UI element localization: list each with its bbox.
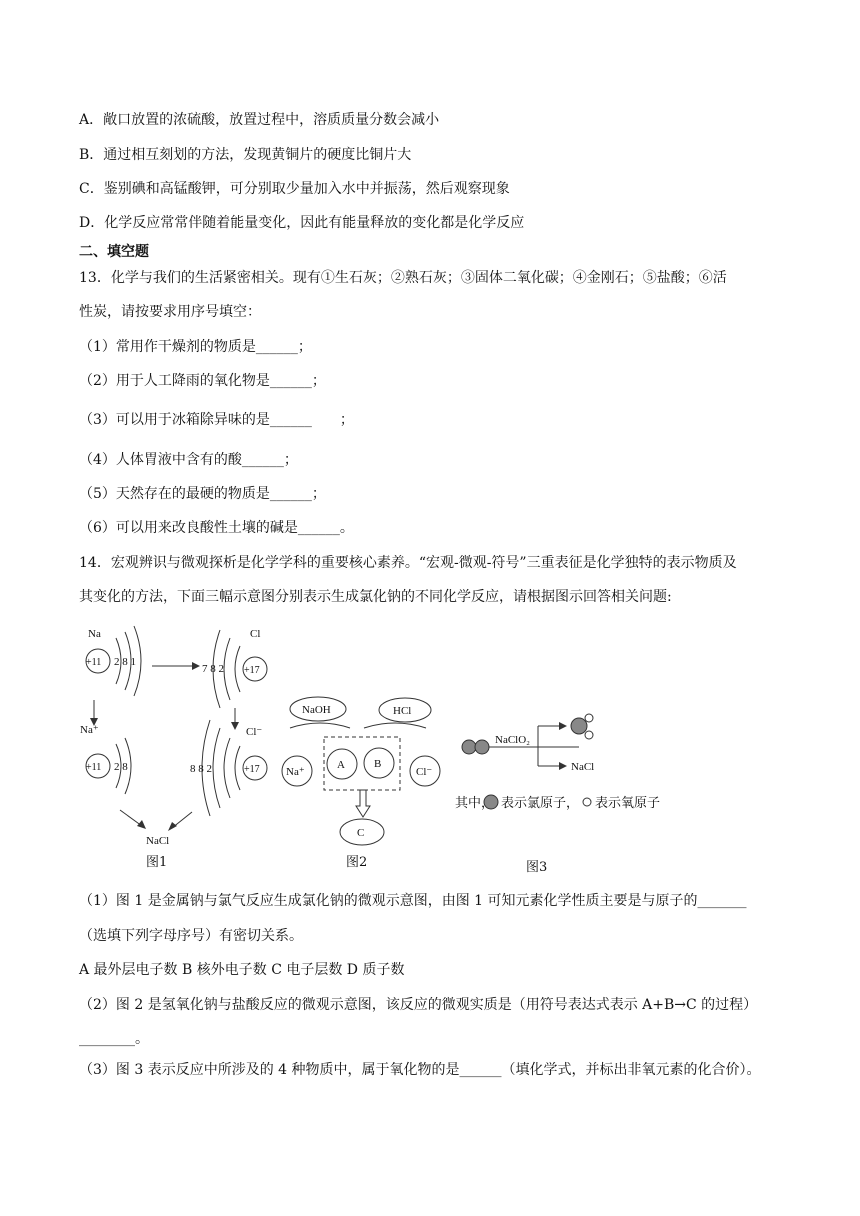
q12-option-b: B．通过相互刻划的方法，发现黄铜片的硬度比铜片大 xyxy=(79,147,412,163)
na-ion-label: Na⁺ xyxy=(286,766,305,778)
particle-a: A xyxy=(337,759,345,771)
section-title: 二、填空题 xyxy=(79,244,149,260)
q12-option-a: A．敞口放置的浓硫酸，放置过程中，溶质质量分数会减小 xyxy=(79,112,440,128)
particle-c: C xyxy=(357,827,365,839)
q13-stem-1: 13．化学与我们的生活紧密相关。现有①生石灰；②熟石灰；③固体二氧化碳；④金刚石；⑤盐酸；⑥活 xyxy=(79,270,727,286)
figure-2-caption: 图2 xyxy=(346,855,368,870)
q14-stem-1: 14．宏观辨识与微观探析是化学学科的重要核心素养。“宏观-微观-符号”三重表征是化学独特的表示物质及 xyxy=(79,555,737,571)
q13-item-1: （1）常用作干燥剂的物质是______； xyxy=(79,339,312,355)
q14-sub1-b: （选填下列字母序号）有密切关系。 xyxy=(79,928,303,944)
q14-sub2-b: ________。 xyxy=(79,1031,149,1047)
q14-sub1-a: （1）图 1 是金属钠与氯气反应生成氯化钠的微观示意图，由图 1 可知元素化学性质主要是与原子的_______ xyxy=(79,893,747,909)
nacl-label: NaCl xyxy=(571,761,595,773)
figure-3-caption: 图3 xyxy=(526,860,548,875)
q14-sub3: （3）图 3 表示反应中所涉及的 4 种物质中，属于氧化物的是______（填化学式，并标出非氧元素的化合价）。 xyxy=(79,1062,761,1078)
q13-item-4: （4）人体胃液中含有的酸______； xyxy=(79,452,298,468)
figure-3 xyxy=(455,710,705,820)
figure-1 xyxy=(80,620,280,850)
legend-prefix: 其中， xyxy=(455,795,495,810)
q14-stem-2: 其变化的方法，下面三幅示意图分别表示生成氯化钠的不同化学反应，请根据图示回答相关问题: xyxy=(79,589,672,605)
cl-shells: 7 8 2 xyxy=(202,663,224,675)
cl-ion-label: Cl⁻ xyxy=(246,726,263,738)
na-nucleus: +11 xyxy=(86,657,102,668)
na-ion-nucleus: +11 xyxy=(86,762,102,773)
legend-oxygen: 表示氧原子 xyxy=(595,795,661,810)
q12-option-c: C．鉴别碘和高锰酸钾，可分别取少量加入水中并振荡，然后观察现象 xyxy=(79,181,510,197)
cl-label: Cl xyxy=(250,628,261,640)
particle-b: B xyxy=(374,758,382,770)
cl-ion-nucleus: +17 xyxy=(244,764,260,775)
q13-item-2: （2）用于人工降雨的氧化物是______； xyxy=(79,373,326,389)
figure-2 xyxy=(280,690,450,850)
legend-chlorine: 表示氯原子， xyxy=(501,795,580,810)
q13-item-5: （5）天然存在的最硬的物质是______； xyxy=(79,486,326,502)
nacl-product: NaCl xyxy=(146,835,170,847)
q13-item-6: （6）可以用来改良酸性土壤的碱是______。 xyxy=(79,520,354,536)
na-ion-shells: 2 8 xyxy=(114,761,128,773)
cl-ion-shells: 8 8 2 xyxy=(190,763,212,775)
q13-item-3: （3）可以用于冰箱除异味的是______ ； xyxy=(79,412,354,428)
naoh-label: NaOH xyxy=(302,704,331,716)
cl-nucleus: +17 xyxy=(244,665,260,676)
figure-1-caption: 图1 xyxy=(146,855,168,870)
q14-sub2-a: （2）图 2 是氢氧化钠与盐酸反应的微观示意图，该反应的微观实质是（用符号表达式表示 A+B→C 的过程） xyxy=(79,997,758,1013)
na-shells: 2 8 1 xyxy=(114,656,136,668)
naclo2-label: NaClO₂ xyxy=(495,734,530,746)
na-label: Na xyxy=(88,628,101,640)
q13-stem-2: 性炭，请按要求用序号填空： xyxy=(79,304,261,320)
q12-option-d: D．化学反应常常伴随着能量变化，因此有能量释放的变化都是化学反应 xyxy=(79,215,525,231)
na-ion-label: Na⁺ xyxy=(80,724,99,736)
cl-ion-label: Cl⁻ xyxy=(416,766,433,778)
q14-sub1-options: A 最外层电子数 B 核外电子数 C 电子层数 D 质子数 xyxy=(79,962,405,978)
hcl-label: HCl xyxy=(393,705,412,717)
